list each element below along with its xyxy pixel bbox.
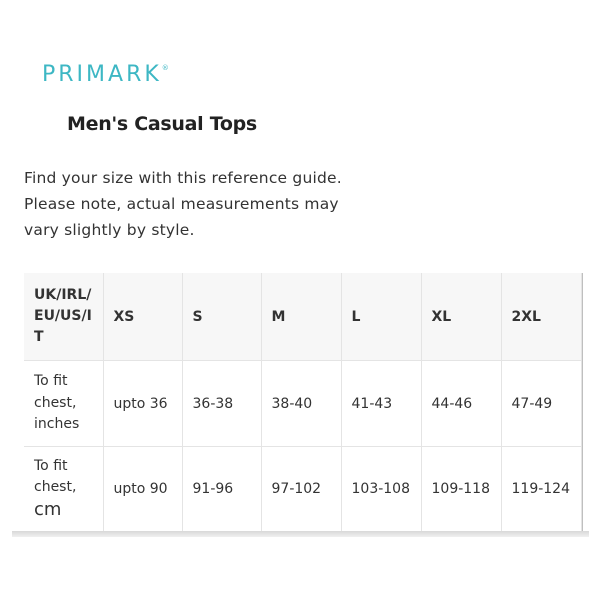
table-cell: 103-108 <box>341 447 421 532</box>
row-label-inches <box>24 361 103 447</box>
row-label-line: chest, <box>34 394 77 411</box>
table-row-chest-cm <box>24 447 581 532</box>
table-cell: 38-40 <box>261 361 341 447</box>
table-cell: 41-43 <box>341 361 421 447</box>
table-cell: 97-102 <box>261 447 341 532</box>
size-header-xs: XS <box>103 273 182 361</box>
row-label-line: To fit <box>34 373 68 390</box>
registered-mark: ® <box>161 64 169 72</box>
region-header-line: EU/US/I <box>34 308 92 324</box>
size-header-l: L <box>341 273 421 361</box>
intro-line-2: Please note, actual measurements may <box>24 195 339 213</box>
row-label-line: chest, <box>34 479 77 496</box>
table-cell: 47-49 <box>501 361 581 447</box>
intro-text <box>24 165 354 243</box>
size-header-s: S <box>182 273 261 361</box>
region-header <box>24 273 103 361</box>
size-guide-table <box>24 273 582 532</box>
size-header-xl: XL <box>421 273 501 361</box>
table-cell: 44-46 <box>421 361 501 447</box>
intro-line-1: Find your size with this reference guide. <box>24 169 342 187</box>
size-guide-table-container <box>24 273 583 531</box>
table-cell: 91-96 <box>182 447 261 532</box>
intro-line-3: vary slightly by style. <box>24 221 195 239</box>
row-label-line: To fit <box>34 457 68 474</box>
region-header-line: UK/IRL/ <box>34 287 92 303</box>
size-header-2xl: 2XL <box>501 273 581 361</box>
brand-name: PRIMARK <box>42 62 162 87</box>
table-row-chest-inches <box>24 361 581 447</box>
table-cell: 36-38 <box>182 361 261 447</box>
region-header-line: T <box>34 329 44 345</box>
page-title: Men's Casual Tops <box>67 113 257 135</box>
table-cell: 119-124 <box>501 447 581 532</box>
row-label-line: cm <box>34 498 62 520</box>
table-cell: upto 90 <box>103 447 182 532</box>
size-header-m: M <box>261 273 341 361</box>
brand-logo[interactable] <box>42 62 169 87</box>
table-header-row <box>24 273 581 361</box>
row-label-line: inches <box>34 416 80 433</box>
table-cell: upto 36 <box>103 361 182 447</box>
table-cell: 109-118 <box>421 447 501 532</box>
row-label-cm <box>24 447 103 532</box>
